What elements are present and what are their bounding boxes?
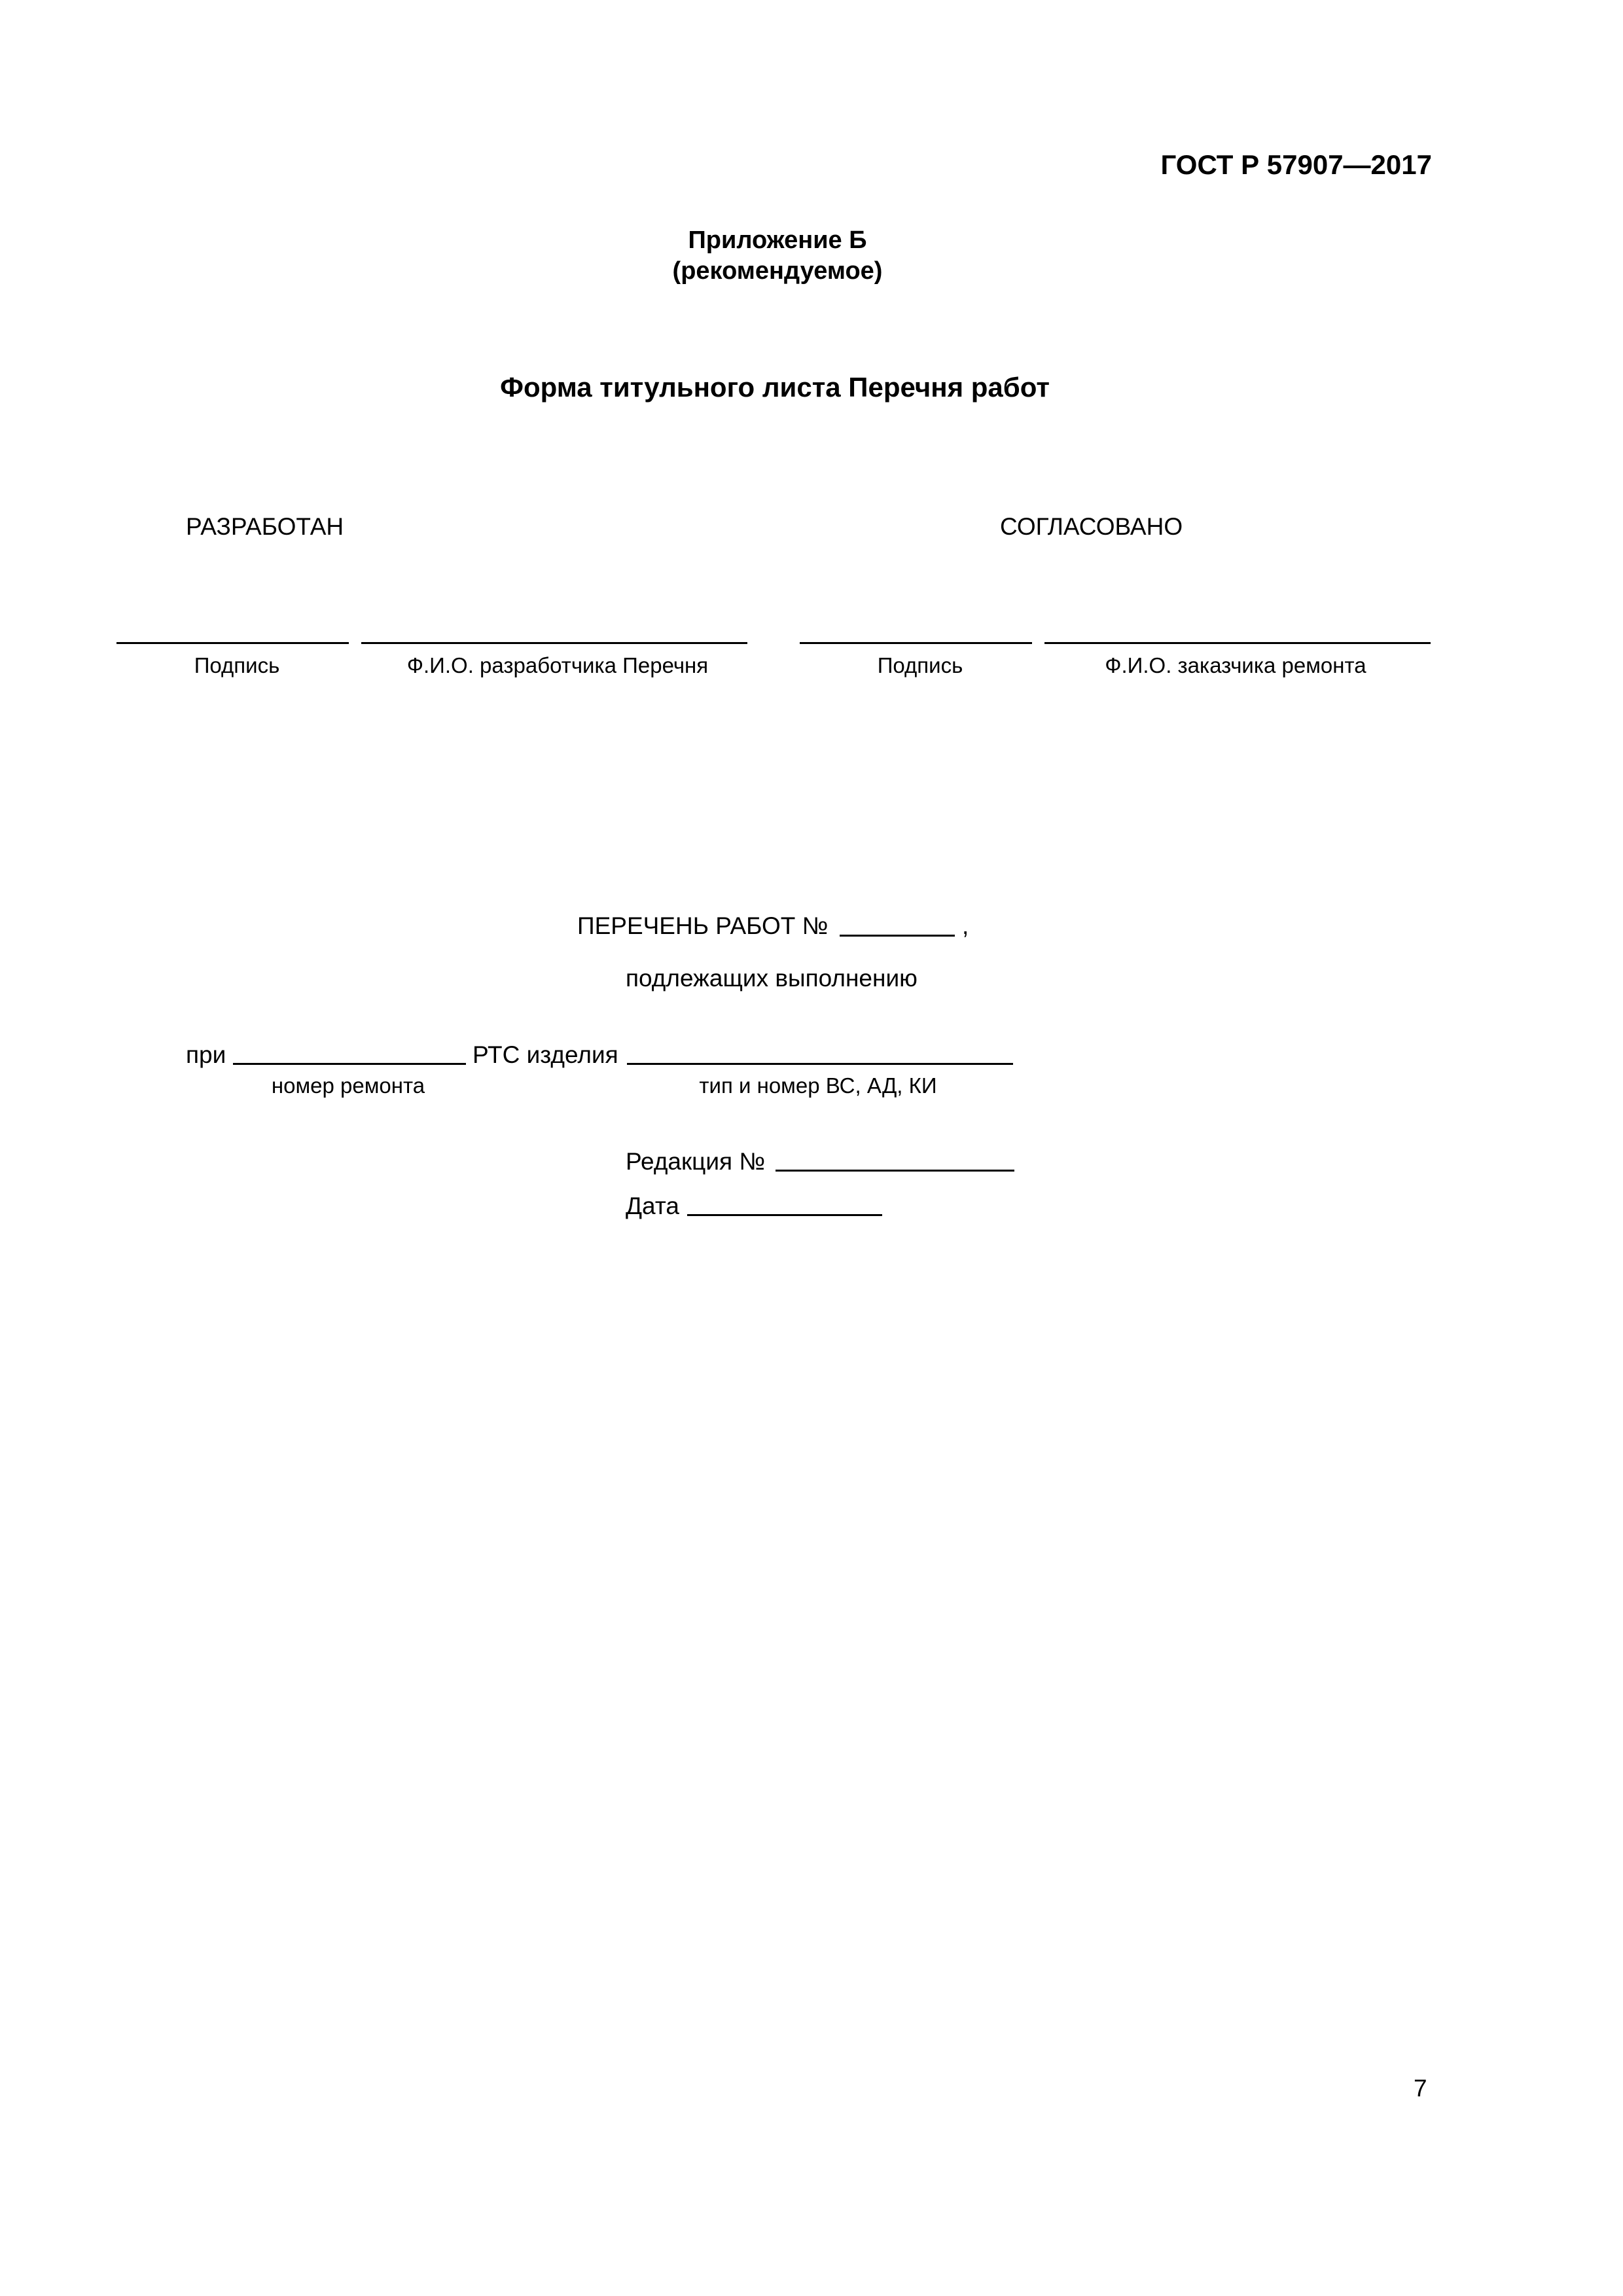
appendix-title: Приложение Б [688,226,867,254]
developer-name-line [361,642,747,644]
product-caption: тип и номер ВС, АД, КИ [699,1073,937,1098]
customer-name-caption: Ф.И.О. заказчика ремонта [1105,653,1366,677]
repair-number-line [233,1063,466,1065]
at-prefix: при [186,1041,226,1068]
list-subtitle: подлежащих выполнению [626,965,918,992]
customer-signature-line [800,642,1032,644]
developer-signature-line [116,642,349,644]
customer-name-line [1044,642,1431,644]
list-title: ПЕРЕЧЕНЬ РАБОТ № [577,912,829,939]
edition-line [776,1170,1014,1172]
list-title-comma: , [962,912,969,939]
list-number-line [840,935,955,937]
date-label: Дата [626,1193,679,1219]
form-title: Форма титульного листа Перечня работ [500,372,1050,403]
customer-signature-caption: Подпись [877,653,963,677]
product-label: РТС изделия [473,1041,618,1068]
developer-signature-caption: Подпись [194,653,280,677]
repair-number-caption: номер ремонта [271,1073,425,1098]
appendix-kind: (рекомендуемое) [672,257,883,285]
product-line [627,1063,1013,1065]
developed-label: РАЗРАБОТАН [186,513,344,540]
date-line [687,1214,882,1216]
edition-label: Редакция № [626,1148,766,1175]
developer-name-caption: Ф.И.О. разработчика Перечня [406,653,709,677]
page-number: 7 [1414,2075,1427,2102]
agreed-label: СОГЛАСОВАНО [1000,513,1183,540]
document-code: ГОСТ Р 57907—2017 [1160,149,1432,180]
